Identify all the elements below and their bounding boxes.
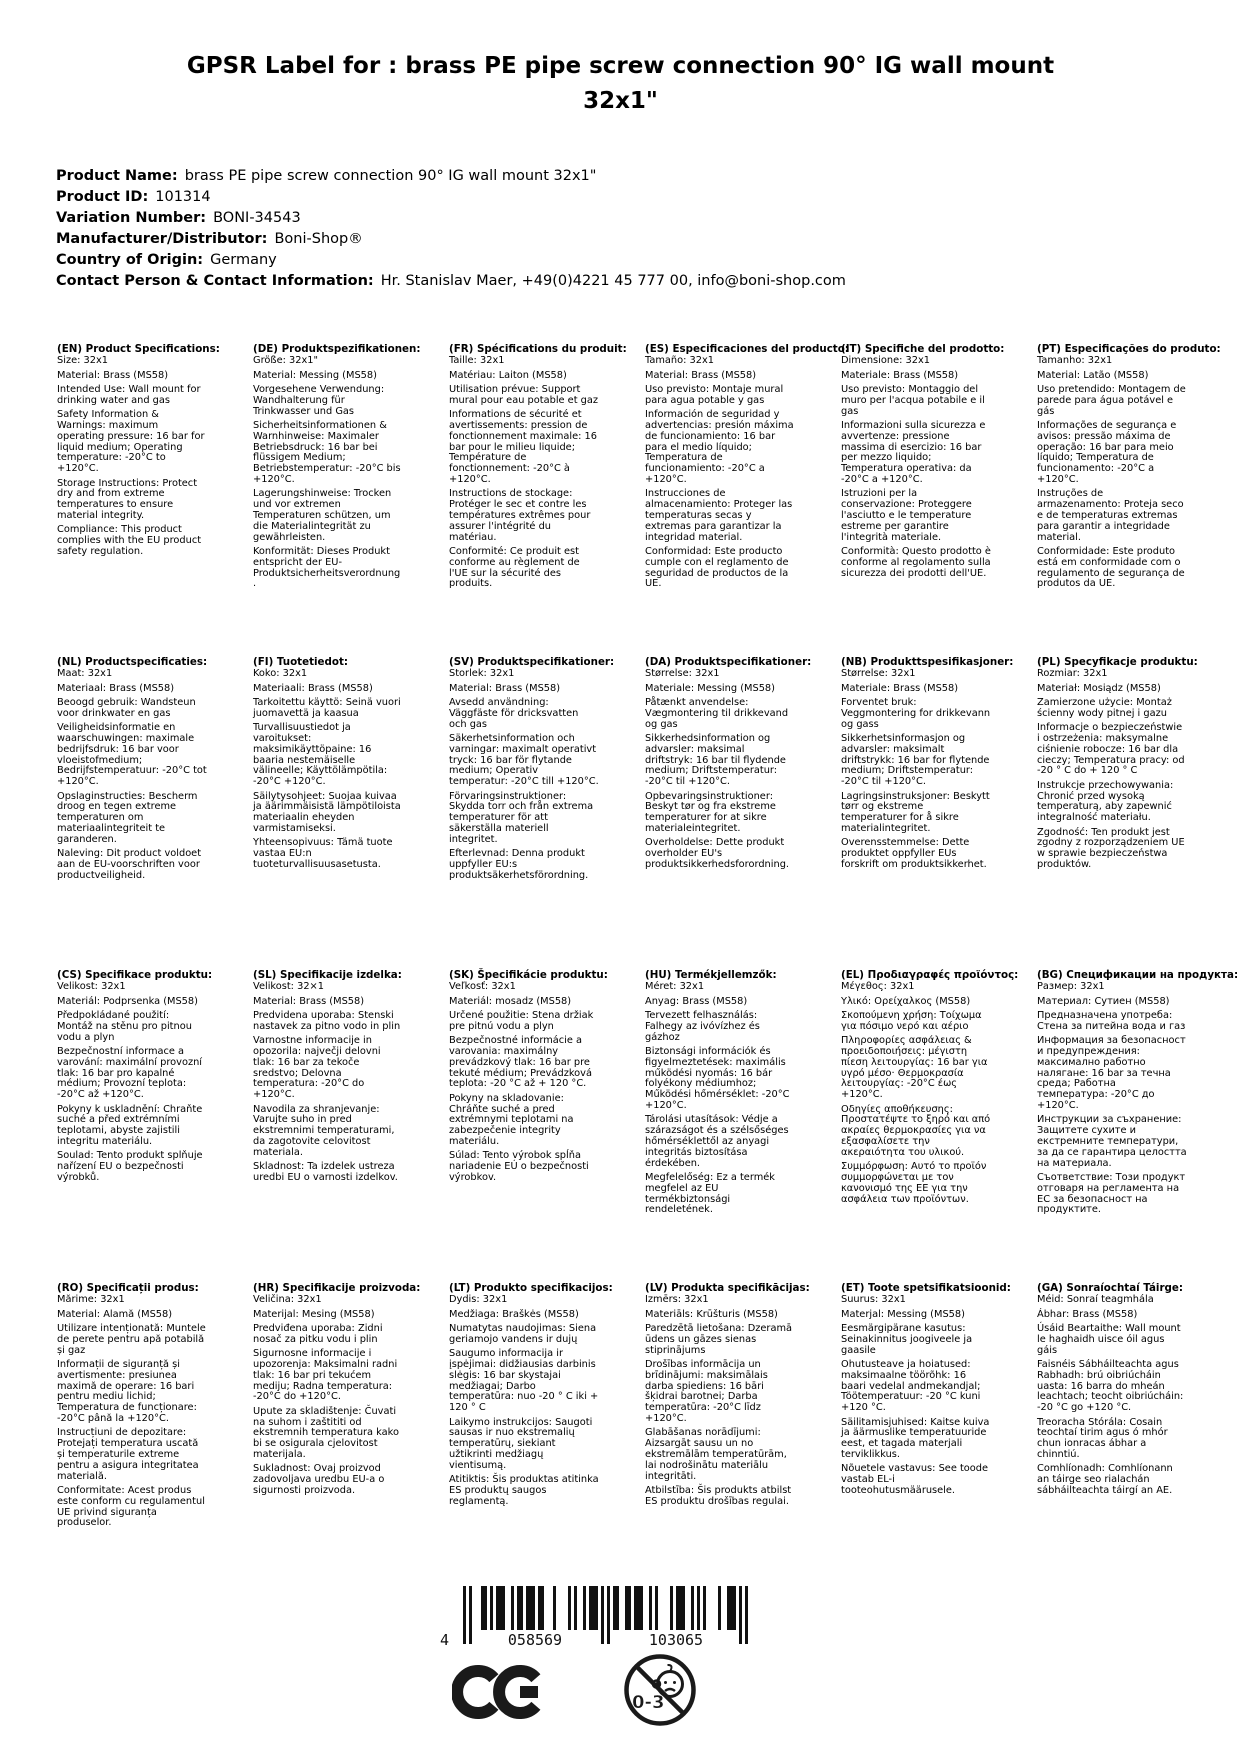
block-paragraph: Materiale: Brass (MS58) [841, 682, 959, 694]
block-paragraph: Eesmärgipärane kasutus: Seinakinnitus joogiveele ja gaasile [841, 1323, 973, 1356]
block-header: (DA) Produktspecifikationer: [645, 656, 812, 668]
block-paragraph: Materiale: Brass (MS58) [841, 369, 959, 381]
block-paragraph: Velikost: 32×1 [253, 981, 324, 993]
block-paragraph: Vorgesehene Verwendung: Wandhalterung für Trinkwasser und Gas [253, 384, 385, 417]
block-paragraph: Størrelse: 32x1 [645, 668, 720, 680]
block-paragraph: Maat: 32x1 [57, 668, 113, 680]
language-block-sl [253, 970, 403, 1283]
block-paragraph: Conformità: Questo prodotto è conforme al regolamento sulla sicurezza dei prodotti dell'UE. [841, 546, 991, 579]
barcode [440, 1586, 752, 1652]
ce-mark-icon [452, 1662, 544, 1726]
block-paragraph: Megfelelőség: Ez a termék megfelel az EU termékbiztonsági rendeletének. [645, 1172, 775, 1216]
block-paragraph: Naleving: Dit product voldoet aan de EU-voorschriften voor productveiligheid. [57, 848, 202, 881]
block-paragraph: Forventet bruk: Veggmontering for drikkevann og gass [841, 697, 991, 730]
block-paragraph: Izmērs: 32x1 [645, 1294, 709, 1306]
block-paragraph: Numatytas naudojimas: Siena geriamojo vandens ir dujų [449, 1323, 597, 1345]
page-title-line-2: 32x1" [583, 88, 658, 114]
block-paragraph: Utilisation prévue: Support mural pour eau potable et gaz [449, 384, 599, 406]
block-paragraph: Lagringsinstruksjoner: Beskytt tørr og ekstreme temperaturer for å sikre materialintegritet. [841, 790, 990, 835]
block-paragraph: Pokyny k uskladnění: Chraňte suché a před extrémními teplotami, abyste zajistili integritu materiálu. [57, 1103, 203, 1148]
product-info [56, 166, 846, 292]
block-paragraph: Materijal: Mesing (MS58) [253, 1308, 375, 1320]
block-paragraph: Atbilstība: Šis produkts atbilst ES produktu drošības regulai. [645, 1485, 792, 1507]
block-paragraph: Instrucciones de almacenamiento: Proteger las temperaturas secas y extremas para garantizar la integridad material. [645, 488, 793, 543]
block-paragraph: Materiāls: Krūšturis (MS58) [645, 1308, 778, 1320]
block-paragraph: Paredzētā lietošana: Dzeramā ūdens un gāzes sienas stiprinājums [645, 1323, 792, 1356]
block-paragraph: Opslaginstructies: Bescherm droog en tegen extreme temperaturen om materiaalintegriteit te garanderen. [57, 790, 198, 845]
language-block-de [253, 343, 421, 657]
product-info-value: brass PE pipe screw connection 90° IG wall mount 32x1" [184, 168, 597, 184]
block-paragraph: Predviđena uporaba: Zidni nosač za pitku vodu i plin [253, 1323, 383, 1345]
block-paragraph: Conformidad: Este producto cumple con el reglamento de seguridad de productos de la UE. [645, 546, 789, 590]
block-paragraph: Varnostne informacije in opozorila: največji delovni tlak: 16 bar za tekoče sredstvo; Delovna temperatura: -20°C do +120°C. [253, 1035, 381, 1101]
block-paragraph: Conformidade: Este produto está em conformidade com o regulamento de segurança de produtos da UE. [1037, 546, 1185, 590]
block-paragraph: Informacje o bezpieczeństwie i ostrzeżenia: maksymalne ciśnienie robocze: 16 bar dla cieczy; Temperatura pracy: od -20 ° C do + 120 ° C [1037, 722, 1185, 777]
block-paragraph: Nõuetele vastavus: See toode vastab EL-i tooteohutusmäärusele. [841, 1463, 989, 1497]
block-paragraph: Conformité: Ce produit est conforme au règlement de l'UE sur la sécurité des produits. [449, 546, 580, 590]
language-block-lv [645, 1282, 810, 1596]
block-paragraph: Informations de sécurité et avertissements: pression de fonctionnement maximale: 16 bar pour le milieu liquide; Température de fonctionnement: -20°C à +120°C. [449, 409, 598, 486]
block-paragraph: Istruzioni per la conservazione: Proteggere l'asciutto e le temperature estreme per garantire l'integrità materiale. [841, 488, 972, 543]
language-block-bg [1037, 969, 1239, 1283]
block-paragraph: Laikymo instrukcijos: Saugoti sausas ir nuo ekstremalių temperatūrų, siekiant užtikrinti medžiagų vientisumą. [449, 1416, 593, 1471]
block-paragraph: Förvaringsinstruktioner: Skydda torr och från extrema temperaturer för att säkerställa materiell integritet. [449, 790, 594, 845]
block-paragraph: Uso previsto: Montaje mural para agua potable y gas [645, 384, 784, 406]
block-paragraph: Sikkerhedsinformation og advarsler: maksimal driftstryk: 16 bar til flydende medium; Driftstemperatur: -20°C til +120°C. [645, 733, 786, 788]
language-block-cs [57, 969, 213, 1283]
block-paragraph: Veľkosť: 32x1 [449, 981, 516, 993]
product-info-value: Hr. Stanislav Maer, +49(0)4221 45 777 00, info@boni-shop.com [380, 273, 846, 289]
block-paragraph: Určené použitie: Stena držiak pre pitnú vodu a plyn [449, 1010, 594, 1032]
block-header: (NB) Produkttspesifikasjoner: [841, 656, 1014, 668]
block-paragraph: Säkerhetsinformation och varningar: maximalt operativt tryck: 16 bar för flytande medium; Operativ temperatur: -20°C till +120°C. [449, 733, 599, 788]
block-paragraph: Säilitamisjuhised: Kaitse kuiva ja äärmuslike temperatuuride eest, et tagada materjali terviklikkus. [841, 1416, 990, 1461]
language-block-nl [57, 657, 207, 970]
block-paragraph: Sicherheitsinformationen & Warnhinweise: Maximaler Betriebsdruck: 16 bar bei flüssigem Medium; Betriebstemperatur: -20°C bis +120°C. [253, 420, 401, 486]
language-block-el [841, 969, 1019, 1283]
block-paragraph: Informazioni sulla sicurezza e avvertenze: pressione massima di esercizio: 16 bar per mezzo liquido; Temperatura operativa: da -20°C a +120°C. [841, 420, 986, 486]
language-block-fr [449, 343, 627, 657]
language-block-nb [841, 656, 1014, 970]
block-header: (PL) Specyfikacje produktu: [1037, 656, 1198, 668]
block-paragraph: Velikost: 32x1 [57, 981, 126, 993]
product-info-label: Product ID: [56, 189, 149, 205]
block-paragraph: Pokyny na skladovanie: Chráňte suché a pred extrémnymi teplotami na zabezpečenie integrity materiálu. [449, 1092, 574, 1148]
block-paragraph: Größe: 32x1" [253, 355, 319, 367]
block-header: (NL) Productspecificaties: [57, 656, 208, 668]
block-paragraph: Instruções de armazenamento: Proteja seco e de temperaturas extremas para garantir a integridade material. [1037, 488, 1184, 543]
product-info-row [56, 208, 846, 229]
block-paragraph: Información de seguridad y advertencias: presión máxima de funcionamiento: 16 bar para el medio líquido; Temperatura de funcionamiento: -20°C a +120°C. [645, 409, 794, 486]
block-paragraph: Medžiaga: Braškės (MS58) [449, 1308, 579, 1320]
block-paragraph: Overensstemmelse: Dette produktet oppfyller EUs forskrift om produktsikkerhet. [841, 837, 987, 871]
block-paragraph: Utilizare intenționată: Muntele de perete pentru apă potabilă și gaz [57, 1323, 206, 1356]
block-paragraph: Съответствие: Този продукт отговаря на регламента на ЕС за безопасност на продуктите. [1037, 1172, 1186, 1216]
block-paragraph: Πληροφορίες ασφάλειας & προειδοποιήσεις: μέγιστη πίεση λειτουργίας: 16 bar για υγρό μέσο· Θερμοκρασία λειτουργίας: -20°C έως +120°C. [841, 1035, 988, 1101]
block-paragraph: Informații de siguranță și avertismente: presiunea maximă de operare: 16 bari pentru mediu lichid; Temperatura de funcționare: -20°C până la +120°C. [57, 1359, 197, 1425]
block-paragraph: Navodila za shranjevanje: Varujte suho in pred ekstremnimi temperaturami, da zagotovite celovitost materiala. [253, 1103, 395, 1158]
block-paragraph: Bezpečnostní informace a varování: maximální provozní tlak: 16 bar pro kapalné médium; Provozní teplota: -20°C až +120°C. [57, 1046, 203, 1101]
block-paragraph: Faisnéis Sábháilteachta agus Rabhadh: brú oibriúcháin uasta: 16 barra do mheán leachtach; teocht oibriúcháin: -20 °C go +120 °C. [1037, 1359, 1184, 1414]
language-block-hu [645, 970, 795, 1283]
block-paragraph: Sukladnost: Ovaj proizvod zadovoljava uredbu EU-a o sigurnosti proizvoda. [253, 1463, 385, 1497]
block-header: (DE) Produktspezifikationen: [253, 343, 421, 355]
barcode-digit-lead: 4 [440, 1631, 450, 1649]
block-header: (CS) Specifikace produktu: [57, 969, 213, 981]
block-paragraph: Tárolási utasítások: Védje a szárazságot és a szélsőséges hőmérséklettől az anyagi integritás biztosítása érdekében. [645, 1114, 789, 1169]
block-paragraph: Saugumo informacija ir įspėjimai: didžiausias darbinis slėgis: 16 bar skystajai medžiagai; Darbo temperatūra: nuo -20 ° C iki + 120 ° C [449, 1348, 599, 1414]
block-paragraph: Size: 32x1 [57, 355, 109, 367]
product-info-value: BONI-34543 [213, 210, 301, 226]
block-paragraph: Lagerungshinweise: Trocken und vor extremen Temperaturen schützen, um die Materialintegrität zu gewährleisten. [253, 488, 392, 543]
age-warning-label: 0-3 [632, 1692, 665, 1713]
block-paragraph: Úsáid Beartaithe: Wall mount le haghaidh uisce óil agus gáis [1037, 1323, 1181, 1356]
block-paragraph: Materiál: Podprsenka (MS58) [57, 995, 198, 1007]
barcode-digits-right: 103065 [648, 1631, 704, 1649]
block-paragraph: Material: Brass (MS58) [253, 995, 365, 1007]
language-block-lt [449, 1282, 613, 1596]
block-paragraph: Efterlevnad: Denna produkt uppfyller EU:s produktsäkerhetsförordning. [449, 848, 589, 881]
block-paragraph: Rozmiar: 32x1 [1037, 668, 1108, 680]
product-info-row [56, 187, 846, 208]
product-info-value: Boni-Shop® [274, 231, 363, 247]
block-paragraph: Opbevaringsinstruktioner: Beskyt tør og fra ekstreme temperaturer for at sikre materialeintegritet. [645, 790, 776, 835]
block-header: (BG) Спецификации на продукта: [1037, 969, 1239, 981]
language-block-et [841, 1282, 1011, 1596]
block-paragraph: Uso pretendido: Montagem de parede para água potável e gás [1037, 384, 1186, 417]
language-block-sv [449, 656, 615, 970]
block-paragraph: Materiał: Mosiądz (MS58) [1037, 682, 1161, 694]
block-paragraph: Informações de segurança e avisos: pressão máxima de operação: 16 bar para meio líquido; Temperatura de funcionamento: -20°C a +120°C. [1037, 420, 1177, 486]
block-header: (IT) Specifiche del prodotto: [841, 343, 1005, 355]
language-block-ro [57, 1283, 207, 1596]
block-header: (LV) Produkta specifikācijas: [645, 1282, 810, 1294]
block-header: (ES) Especificaciones del producto: [645, 343, 849, 355]
language-block-fi [253, 657, 403, 970]
block-paragraph: Conformitate: Acest produs este conform cu regulamentul UE privind siguranța produselor. [57, 1485, 205, 1529]
block-paragraph: Material: Brass (MS58) [645, 369, 757, 381]
block-paragraph: Tamaño: 32x1 [645, 355, 715, 367]
block-paragraph: Yhteensopivuus: Tämä tuote vastaa EU:n tuoteturvallisuusasetusta. [253, 837, 393, 871]
block-paragraph: Οδηγίες αποθήκευσης: Προστατέψτε το ξηρό και από ακραίες θερμοκρασίες για να εξασφαλίσετε την ακεραιότητα του υλικού. [841, 1103, 991, 1158]
block-paragraph: Skladnost: Ta izdelek ustreza uredbi EU o varnosti izdelkov. [253, 1161, 398, 1184]
block-paragraph: Mărime: 32x1 [57, 1294, 125, 1306]
block-paragraph: Súlad: Tento výrobok spĺňa nariadenie EÚ o bezpečnosti výrobkov. [449, 1150, 589, 1184]
block-paragraph: Ábhar: Brass (MS58) [1037, 1308, 1138, 1320]
block-paragraph: Instrucțiuni de depozitare: Protejați temperatura uscată și temperaturile extreme pentru a asigura integritatea materială. [57, 1427, 199, 1482]
block-paragraph: Ohutusteave ja hoiatused: maksimaalne töörõhk: 16 baari vedelal andmekandjal; Töötemperatuur: -20 °C kuni +120 °C. [841, 1359, 981, 1414]
block-header: (RO) Specificații produs: [57, 1282, 199, 1294]
block-header: (SL) Specifikacije izdelka: [253, 969, 402, 981]
block-paragraph: Instructions de stockage: Protéger le sec et contre les températures extrêmes pour assurer l'intégrité du matériau. [449, 488, 591, 543]
block-paragraph: Материал: Сутиен (MS58) [1037, 995, 1170, 1007]
product-info-row [56, 166, 846, 187]
block-paragraph: Comhlíonadh: Comhlíonann an táirge seo rialachán sábháilteachta táirgí an AE. [1037, 1463, 1173, 1497]
block-paragraph: Zamierzone użycie: Montaż ścienny wody pitnej i gazu [1037, 697, 1172, 719]
block-header: (HU) Termékjellemzők: [645, 969, 777, 981]
block-paragraph: Påtænkt anvendelse: Vægmontering til drikkevand og gas [645, 697, 789, 730]
page-title [100, 49, 1141, 119]
product-info-value: Germany [210, 252, 277, 268]
block-paragraph: Upute za skladištenje: Čuvati na suhom i zaštititi od ekstremnih temperatura kako bi se osigurala cjelovitost materijala. [253, 1405, 399, 1461]
block-paragraph: Zgodność: Ten produkt jest zgodny z rozporządzeniem UE w sprawie bezpieczeństwa produktów. [1037, 826, 1185, 871]
language-block-it [841, 343, 1005, 657]
block-paragraph: Material: Brass (MS58) [57, 369, 169, 381]
block-paragraph: Tervezett felhasználás: Falhegy az ivóvízhez és gázhoz [645, 1010, 760, 1043]
block-paragraph: Instrukcje przechowywania: Chronić przed wysoką temperaturą, aby zapewnić integralność materiału. [1037, 779, 1174, 824]
block-header: (FR) Spécifications du produit: [449, 343, 627, 355]
block-paragraph: Suurus: 32x1 [841, 1294, 906, 1306]
barcode-digits-left: 058569 [507, 1631, 563, 1649]
block-header: (EL) Προδιαγραφές προϊόντος: [841, 969, 1019, 981]
block-header: (LT) Produkto specifikacijos: [449, 1282, 613, 1294]
block-paragraph: Material: Messing (MS58) [253, 369, 377, 381]
block-header: (FI) Tuotetiedot: [253, 656, 348, 668]
product-info-label: Country of Origin: [56, 252, 204, 268]
language-block-sk [449, 969, 608, 1283]
block-paragraph: Material: Brass (MS58) [449, 682, 561, 694]
block-paragraph: Material: Latão (MS58) [1037, 369, 1149, 381]
block-paragraph: Safety Information & Warnings: maximum operating pressure: 16 bar for liquid medium; Operating temperature: -20°C to +120°C. [57, 409, 205, 475]
language-grid [57, 343, 1239, 1596]
block-paragraph: Sikkerhetsinformasjon og advarsler: maksimalt driftstrykk: 16 bar for flytende medium; Driftstemperatur: -20°C til +120°C. [841, 733, 990, 788]
block-paragraph: Turvallisuustiedot ja varoitukset: maksimikäyttöpaine: 16 baaria nestemäiselle välineelle; Käyttölämpötila: -20°C +120°C. [253, 722, 388, 788]
block-paragraph: Méret: 32x1 [645, 981, 705, 993]
block-paragraph: Avsedd användning: Väggfäste för dricksvatten och gas [449, 697, 579, 730]
product-info-row [56, 229, 846, 250]
block-header: (SK) Špecifikácie produktu: [449, 969, 608, 981]
block-paragraph: Tamanho: 32x1 [1037, 355, 1113, 367]
block-paragraph: Biztonsági információk és figyelmeztetések: maximális működési nyomás: 16 bár folyékony médiumhoz; Működési hőmérséklet: -20°C +120°C. [645, 1046, 790, 1112]
block-paragraph: Materiaal: Brass (MS58) [57, 682, 175, 694]
block-paragraph: Säilytysohjeet: Suojaa kuivaa ja äärimmäisistä lämpötiloista materiaalin eheyden varmistamiseksi. [253, 790, 401, 835]
product-info-label: Variation Number: [56, 210, 207, 226]
block-paragraph: Konformität: Dieses Produkt entspricht der EU-Produktsicherheitsverordnung. [253, 546, 401, 590]
block-paragraph: Materiale: Messing (MS58) [645, 682, 775, 694]
block-paragraph: Инструкции за съхранение: Защитете сухите и екстремните температури, за да се гарантира целостта на материала. [1037, 1114, 1187, 1169]
language-block-ga [1037, 1283, 1187, 1596]
block-paragraph: Υλικό: Ορείχαλκος (MS58) [841, 995, 971, 1007]
product-info-value: 101314 [155, 189, 211, 205]
block-paragraph: Предназначена употреба: Стена за питейна вода и газ [1037, 1010, 1186, 1032]
block-paragraph: Méid: Sonraí teagmhála [1037, 1294, 1154, 1306]
product-info-row [56, 271, 846, 292]
block-paragraph: Veličina: 32x1 [253, 1294, 322, 1306]
age-warning-icon [620, 1650, 700, 1734]
block-paragraph: Storage Instructions: Protect dry and from extreme temperatures to ensure material integrity. [57, 477, 198, 522]
language-block-en [57, 343, 220, 657]
page-title-line-1: GPSR Label for : brass PE pipe screw connection 90° IG wall mount [186, 53, 1055, 79]
block-header: (HR) Specifikacije proizvoda: [253, 1282, 421, 1294]
block-paragraph: Matériau: Laiton (MS58) [449, 369, 567, 381]
block-paragraph: Beoogd gebruik: Wandsteun voor drinkwater en gas [57, 697, 196, 719]
block-paragraph: Atitiktis: Šis produktas atitinka ES produktų saugos reglamentą. [449, 1474, 599, 1507]
block-paragraph: Tarkoitettu käyttö: Seinä vuori juomavettä ja kaasua [253, 697, 401, 719]
block-paragraph: Materiál: mosadz (MS58) [449, 995, 572, 1007]
block-paragraph: Overholdelse: Dette produkt overholder EU's produktsikkerhedsforordning. [645, 837, 790, 871]
block-paragraph: Bezpečnostné informácie a varovania: maximálny prevádzkový tlak: 16 bar pre tekuté médium; Prevádzková teplota: -20 °C až + 120 °C. [449, 1035, 592, 1090]
block-paragraph: Treoracha Stórála: Cosain teochtaí tirim agus ó mhór chun ionracas ábhar a chinntiú. [1037, 1416, 1168, 1461]
block-header: (EN) Product Specifications: [57, 343, 220, 355]
block-paragraph: Dimensione: 32x1 [841, 355, 931, 367]
block-paragraph: Anyag: Brass (MS58) [645, 995, 748, 1007]
block-paragraph: Veiligheidsinformatie en waarschuwingen: maximale bedrijfsdruk: 16 bar voor vloeistofmedium; Bedrijfstemperatuur: -20°C tot +120°C. [57, 722, 207, 788]
language-block-pl [1037, 656, 1198, 970]
block-paragraph: Размер: 32x1 [1037, 981, 1105, 993]
block-paragraph: Dydis: 32x1 [449, 1294, 508, 1306]
block-header: (SV) Produktspecifikationer: [449, 656, 615, 668]
block-paragraph: Materjal: Messing (MS58) [841, 1308, 965, 1320]
block-paragraph: Σκοπούμενη χρήση: Τοίχωμα για πόσιμο νερό και αέριο [841, 1010, 982, 1032]
block-header: (ET) Toote spetsifikatsioonid: [841, 1282, 1011, 1294]
block-paragraph: Информация за безопасност и предупреждения: максимално работно налягане: 16 bar за течна среда; Работна температура: -20°C до +120°C. [1037, 1035, 1186, 1112]
language-block-pt [1037, 343, 1221, 657]
block-paragraph: Μέγεθος: 32x1 [841, 981, 915, 993]
block-header: (GA) Sonraíochtaí Táirge: [1037, 1282, 1184, 1294]
language-block-da [645, 656, 812, 970]
block-paragraph: Predvidena uporaba: Stenski nastavek za pitno vodo in plin [253, 1010, 401, 1032]
block-paragraph: Sigurnosne informacije i upozorenja: Maksimalni radni tlak: 16 bar pri tekućem mediju; Radna temperatura: -20°C do +120°C. [253, 1348, 398, 1403]
product-info-row [56, 250, 846, 271]
product-info-label: Manufacturer/Distributor: [56, 231, 268, 247]
block-paragraph: Drošības informācija un brīdinājumi: maksimālais darba spiediens: 16 bāri šķidrai barotnei; Darba temperatūra: -20°C līdz +120°C. [645, 1359, 768, 1425]
block-paragraph: Předpokládané použití: Montáž na stěnu pro pitnou vodu a plyn [57, 1010, 192, 1043]
block-paragraph: Materiaali: Brass (MS58) [253, 682, 373, 694]
language-block-hr [253, 1282, 421, 1596]
block-paragraph: Συμμόρφωση: Αυτό το προϊόν συμμορφώνεται με τον κανονισμό της ΕΕ για την ασφάλεια των προϊόντων. [841, 1161, 987, 1205]
block-paragraph: Soulad: Tento produkt splňuje nařízení EU o bezpečnosti výrobků. [57, 1150, 203, 1184]
block-paragraph: Uso previsto: Montaggio del muro per l'acqua potabile e il gas [841, 384, 985, 417]
block-paragraph: Storlek: 32x1 [449, 668, 515, 680]
block-paragraph: Glabāšanas norādījumi: Aizsargāt sausu un no ekstremālām temperatūrām, lai nodrošinātu materiālu integritāti. [645, 1427, 787, 1482]
block-paragraph: Størrelse: 32x1 [841, 668, 916, 680]
product-info-label: Product Name: [56, 168, 178, 184]
language-block-es [645, 343, 849, 657]
block-paragraph: Koko: 32x1 [253, 668, 308, 680]
block-paragraph: Compliance: This product complies with the EU product safety regulation. [57, 524, 202, 558]
product-info-label: Contact Person & Contact Information: [56, 273, 374, 289]
block-paragraph: Material: Alamă (MS58) [57, 1308, 173, 1320]
block-paragraph: Taille: 32x1 [449, 355, 505, 367]
block-header: (PT) Especificações do produto: [1037, 343, 1221, 355]
block-paragraph: Intended Use: Wall mount for drinking water and gas [57, 384, 201, 406]
